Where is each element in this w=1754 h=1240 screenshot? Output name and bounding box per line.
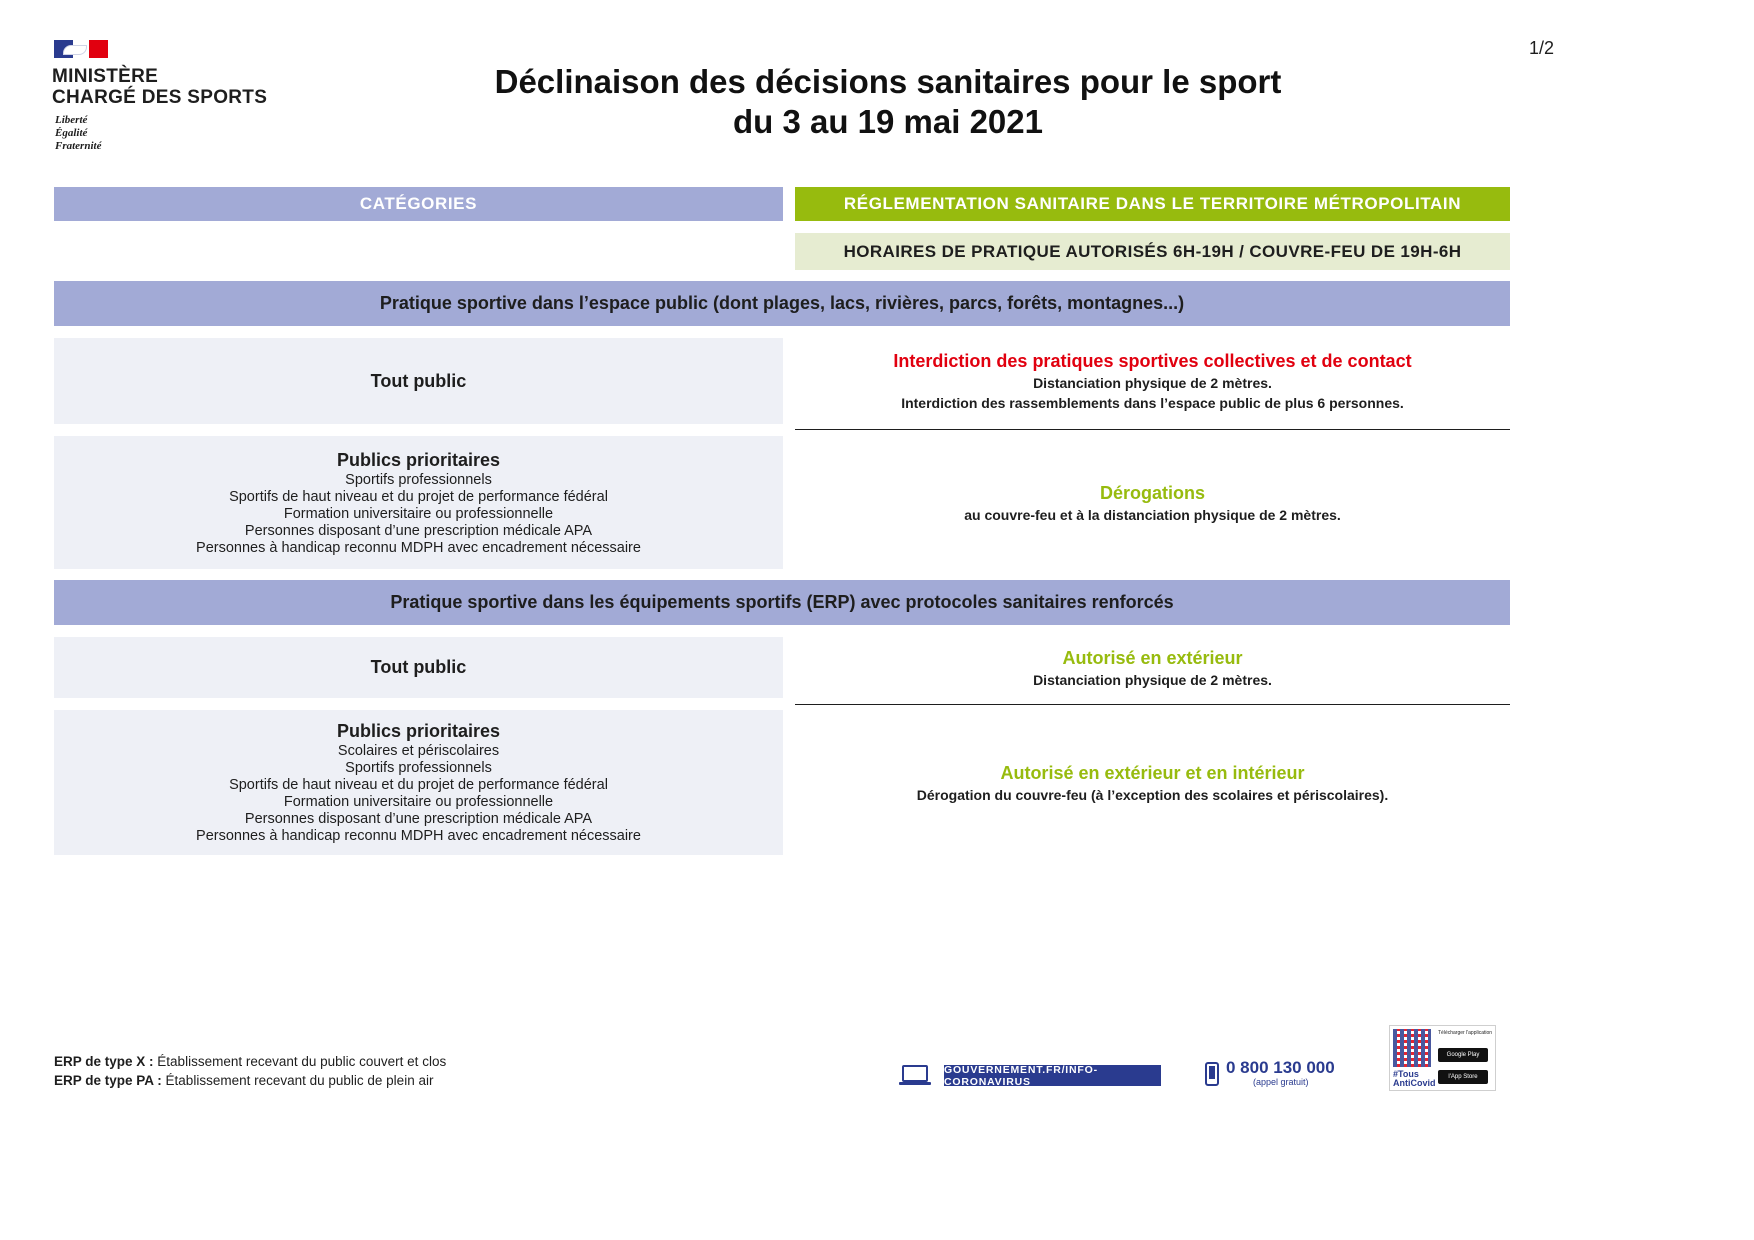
app-tag bbox=[1393, 1070, 1436, 1088]
app-store-badge[interactable]: l'App Store bbox=[1438, 1070, 1488, 1084]
category-detail: Personnes à handicap reconnu MDPH avec encadrement nécessaire bbox=[196, 539, 641, 556]
ministry-name bbox=[52, 66, 267, 108]
app-tag-line-1: #Tous bbox=[1393, 1069, 1419, 1079]
republic-flag-logo bbox=[54, 40, 108, 58]
app-tag-line-2: AntiCovid bbox=[1393, 1078, 1436, 1088]
motto bbox=[55, 114, 101, 153]
erp-x-text: Établissement recevant du public couvert et clos bbox=[157, 1054, 447, 1069]
google-play-badge[interactable]: Google Play bbox=[1438, 1048, 1488, 1062]
rule-head: Autorisé en extérieur et en intérieur bbox=[1000, 762, 1305, 783]
tousanticovid-app-block[interactable] bbox=[1389, 1025, 1496, 1091]
erp-pa-text: Établissement recevant du public de plein air bbox=[165, 1073, 434, 1088]
rule-head: Autorisé en extérieur bbox=[1062, 647, 1243, 668]
page-title bbox=[400, 62, 1376, 142]
section-erp-title: Pratique sportive dans les équipements sportifs (ERP) avec protocoles sanitaires renforcés bbox=[54, 580, 1510, 625]
regulation-header: RÉGLEMENTATION SANITAIRE DANS LE TERRITOIRE MÉTROPOLITAIN bbox=[795, 187, 1510, 221]
gov-info-link[interactable]: GOUVERNEMENT.FR/INFO-CORONAVIRUS bbox=[944, 1065, 1161, 1086]
category-publics-prioritaires-2 bbox=[54, 710, 783, 855]
section-public-space-title: Pratique sportive dans l’espace public (dont plages, lacs, rivières, parcs, forêts, montagnes...) bbox=[54, 281, 1510, 326]
rule-line: Dérogation du couvre-feu (à l’exception des scolaires et périscolaires). bbox=[916, 786, 1389, 803]
category-detail: Formation universitaire ou professionnelle bbox=[283, 505, 554, 522]
ministry-line-1: MINISTÈRE bbox=[52, 66, 159, 87]
erp-x-label: ERP de type X : bbox=[54, 1054, 154, 1069]
categories-header: CATÉGORIES bbox=[54, 187, 783, 221]
category-detail: Sportifs de haut niveau et du projet de performance fédéral bbox=[229, 488, 608, 505]
erp-pa-line bbox=[54, 1071, 446, 1090]
erp-x-line bbox=[54, 1052, 446, 1071]
category-detail: Sportifs professionnels bbox=[345, 760, 492, 776]
category-detail: Formation universitaire ou professionnelle bbox=[283, 794, 554, 810]
rule-head: Dérogations bbox=[1099, 482, 1205, 503]
category-detail: Sportifs professionnels bbox=[345, 471, 492, 488]
rule-line: Interdiction des rassemblements dans l’espace public de plus 6 personnes. bbox=[901, 395, 1404, 411]
category-detail: Scolaires et périscolaires bbox=[337, 743, 500, 759]
category-detail: Personnes à handicap reconnu MDPH avec encadrement nécessaire bbox=[196, 828, 641, 844]
category-tout-public-1 bbox=[54, 338, 783, 424]
motto-liberte: Liberté bbox=[55, 114, 88, 126]
phone-number[interactable]: 0 800 130 000 bbox=[1226, 1058, 1335, 1077]
rule-autorise-exterieur bbox=[795, 637, 1510, 698]
motto-egalite: Égalité bbox=[55, 127, 88, 139]
rule-head: Interdiction des pratiques sportives collectives et de contact bbox=[893, 351, 1412, 371]
hours-header: HORAIRES DE PRATIQUE AUTORISÉS 6H-19H / COUVRE-FEU DE 19H-6H bbox=[795, 233, 1510, 270]
rule-interdiction bbox=[795, 338, 1510, 424]
category-detail: Personnes disposant d’une prescription médicale APA bbox=[244, 522, 593, 539]
rule-autorise-exterieur-interieur bbox=[795, 710, 1510, 855]
phone-note: (appel gratuit) bbox=[1253, 1077, 1309, 1087]
title-line-2: du 3 au 19 mai 2021 bbox=[732, 103, 1043, 140]
category-name: Publics prioritaires bbox=[336, 721, 501, 741]
category-name: Tout public bbox=[370, 370, 467, 391]
category-detail: Personnes disposant d’une prescription médicale APA bbox=[244, 811, 593, 827]
app-download-label: Télécharger l'application bbox=[1438, 1030, 1493, 1036]
rule-line: au couvre-feu et à la distanciation physique de 2 mètres. bbox=[964, 506, 1341, 523]
title-line-1: Déclinaison des décisions sanitaires pour le sport bbox=[494, 63, 1282, 100]
ministry-line-2: CHARGÉ DES SPORTS bbox=[52, 87, 268, 108]
category-name: Tout public bbox=[370, 657, 467, 677]
row-divider bbox=[795, 429, 1510, 430]
rule-line: Distanciation physique de 2 mètres. bbox=[1033, 375, 1272, 391]
motto-fraternite: Fraternité bbox=[55, 140, 102, 152]
erp-legend bbox=[54, 1052, 446, 1090]
page-number: 1/2 bbox=[1528, 38, 1554, 58]
category-tout-public-2 bbox=[54, 637, 783, 698]
row-divider bbox=[795, 704, 1510, 705]
rule-derogations bbox=[795, 436, 1510, 569]
category-publics-prioritaires-1 bbox=[54, 436, 783, 569]
rule-line: Distanciation physique de 2 mètres. bbox=[1033, 671, 1272, 688]
erp-pa-label: ERP de type PA : bbox=[54, 1073, 162, 1088]
category-name: Publics prioritaires bbox=[336, 449, 501, 470]
laptop-icon bbox=[898, 1065, 932, 1087]
category-detail: Sportifs de haut niveau et du projet de performance fédéral bbox=[229, 777, 608, 793]
phone-icon bbox=[1205, 1062, 1219, 1086]
qr-code bbox=[1393, 1029, 1431, 1067]
